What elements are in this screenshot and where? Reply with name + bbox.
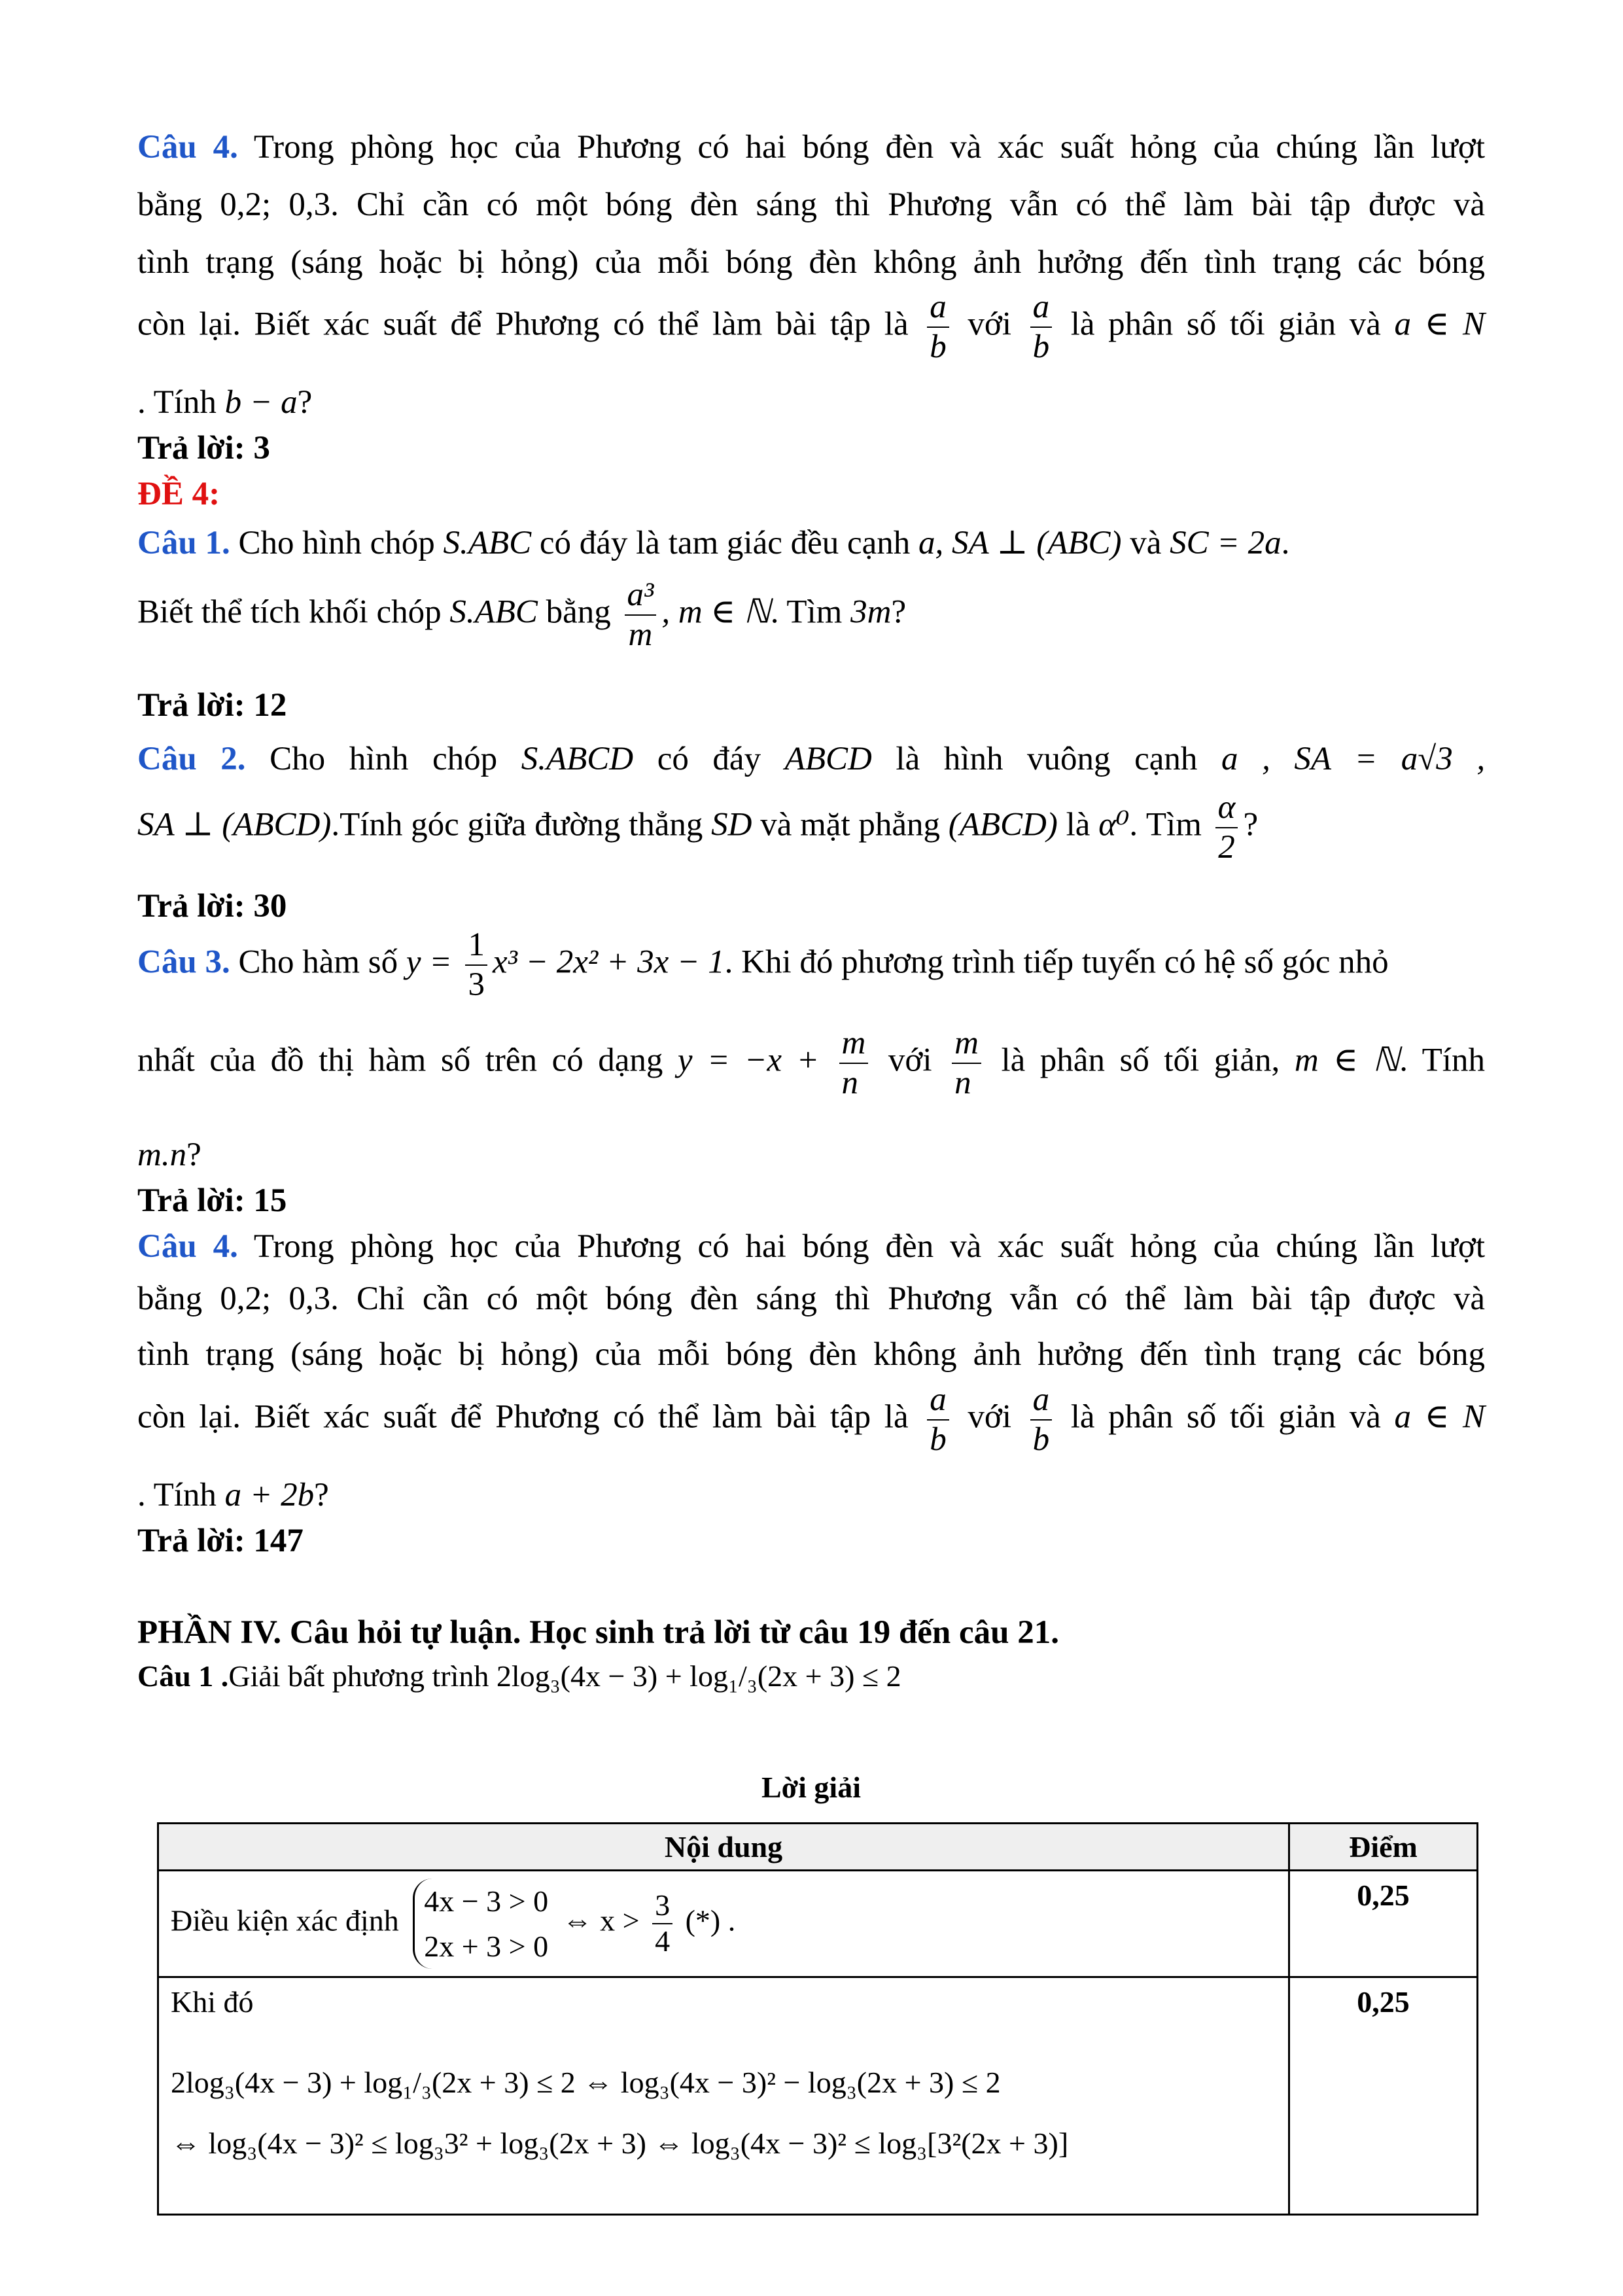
q3-line2: nhất của đồ thị hàm số trên có dạng y = −x + $\frac{m}{n}$ với $\frac{m}{n}$ là phân số tối giản, m ∈ ℕ. Tính [137,1025,1485,1101]
q4b-line2: bằng 0,2; 0,3. Chỉ cần có một bóng đèn sáng thì Phương vẫn có thể làm bài tập được và [137,1280,1485,1317]
q1-fraction: $\frac{\text{a³}}{m}$ [625,576,657,654]
q4b-line1: Câu 4. Trong phòng học của Phương có hai bóng đèn và xác suất hỏng của chúng lần lượt [137,1228,1485,1265]
q3-answer: Trả lời: 15 [137,1182,287,1219]
q4b-answer: Trả lời: 147 [137,1523,304,1559]
part4-title: PHẦN IV. Câu hỏi tự luận. Học sinh trả lời từ câu 19 đến câu 21. [137,1614,1059,1651]
col-content-header: Nội dung [158,1824,1289,1871]
q3-fraction-3: $\frac{m}{n}$ [952,1024,981,1102]
q4b-line5: . Tính a + 2b? [137,1477,329,1513]
q3-line3: m.n? [137,1137,201,1173]
row1-content: Điều kiện xác định 4x − 3 > 0 2x + 3 > 0 ⇔ x > $\frac{3}{4}$ (*) . [158,1871,1289,1977]
q4a-fraction: $\frac{a}{b}$ [927,288,949,366]
q4b-line3: tình trạng (sáng hoặc bị hỏng) của mỗi bóng đèn không ảnh hưởng đến tình trạng các bóng [137,1336,1485,1373]
q1-line2: Biết thể tích khối chóp S.ABC bằng $\frac{\text{a³}}{m}$ , m ∈ ℕ. Tìm 3m? [137,576,907,653]
q4a-label: Câu 4. [137,129,238,166]
q2-fraction: $\frac{\alpha}{2}$ [1215,788,1238,866]
q4a-answer: Trả lời: 3 [137,430,270,467]
row1-fraction: $\frac{3}{4}$ [652,1888,672,1959]
solution-table [157,1822,1478,2216]
q2-label: Câu 2. [137,741,246,777]
q4a-line2: bằng 0,2; 0,3. Chỉ cần có một bóng đèn sáng thì Phương vẫn có thể làm bài tập được và [137,186,1485,223]
q3-fraction-2: $\frac{m}{n}$ [839,1024,869,1102]
q3-label: Câu 3. [137,944,230,981]
q1-line1: Câu 1. Cho hình chóp S.ABC có đáy là tam giác đều cạnh a, SA ⊥ (ABC) và SC = 2a. [137,525,1290,561]
equation-system: 4x − 3 > 0 2x + 3 > 0 [413,1879,548,1969]
q1-answer: Trả lời: 12 [137,687,287,724]
q4a-line3: tình trạng (sáng hoặc bị hỏng) của mỗi bóng đèn không ảnh hưởng đến tình trạng các bóng [137,244,1485,281]
q4a-fraction-2: $\frac{a}{b}$ [1030,288,1053,366]
q4b-label: Câu 4. [137,1228,238,1265]
q2-line2: SA ⊥ (ABCD).Tính góc giữa đường thẳng SD và mặt phẳng (ABCD) là α⁰. Tìm $\frac{\alpha}{2}$ ? [137,789,1259,866]
q4b-fraction-2: $\frac{a}{b}$ [1030,1381,1053,1458]
q3-line1: Câu 3. Cho hàm số y = $\frac{1}{3}$ x³ − 2x² + 3x − 1. Khi đó phương trình tiếp tuyến có hệ số góc nhỏ [137,927,1389,1003]
col-points-header: Điểm [1289,1824,1478,1871]
part4-question: Câu 1 .Giải bất phương trình 2log₃(4x − 3) + log₁/₃(2x + 3) ≤ 2 [137,1659,901,1693]
row2-equation-2: ⇔ log₃(4x − 3)² ≤ log₃3² + log₃(2x + 3) ⇔ log₃(4x − 3)² ≤ log₃[3²(2x + 3)] [171,2127,1069,2160]
q4a-line1 [137,124,1485,171]
table-row [158,1977,1478,2215]
q4a-line4: còn lại. Biết xác suất để Phương có thể làm bài tập là $\frac{a}{b}$ với $\frac{a}{b}$ là phân số tối giản và a ∈ N [137,289,1486,365]
q1-label: Câu 1. [137,525,230,561]
q4a-text1: Trong phòng học của Phương có hai bóng đèn và xác suất hỏng của chúng lần lượt [253,129,1485,166]
row2-points: 0,25 [1289,1977,1478,2215]
table-row [158,1871,1478,1977]
q2-answer: Trả lời: 30 [137,888,287,925]
row2-content: Khi đó 2log₃(4x − 3) + log₁/₃(2x + 3) ≤ 2 ⇔ log₃(4x − 3)² − log₃(2x + 3) ≤ 2 ⇔ log₃(4x − 3)² ≤ log₃3² + log₃(2x + 3) ⇔ log₃(4x − 3)² ≤ log₃[3²(2x + 3)] [158,1977,1289,2215]
row2-equation-1: 2log₃(4x − 3) + log₁/₃(2x + 3) ≤ 2 ⇔ log₃(4x − 3)² − log₃(2x + 3) ≤ 2 [171,2066,1001,2099]
q4a-line5: . Tính b − a? [137,384,313,421]
q2-line1: Câu 2. Cho hình chóp S.ABCD có đáy ABCD là hình vuông cạnh a , SA = a√3 , [137,741,1486,777]
q4b-line4: còn lại. Biết xác suất để Phương có thể làm bài tập là $\frac{a}{b}$ với $\frac{a}{b}$ là phân số tối giản và a ∈ N [137,1381,1486,1458]
table-header-row [158,1824,1478,1871]
q3-fraction: $\frac{1}{3}$ [465,926,487,1004]
row1-points: 0,25 [1289,1871,1478,1977]
q4b-fraction: $\frac{a}{b}$ [927,1381,949,1458]
solution-title: Lời giải [761,1771,861,1804]
exam-4-title: ĐỀ 4: [137,476,220,512]
